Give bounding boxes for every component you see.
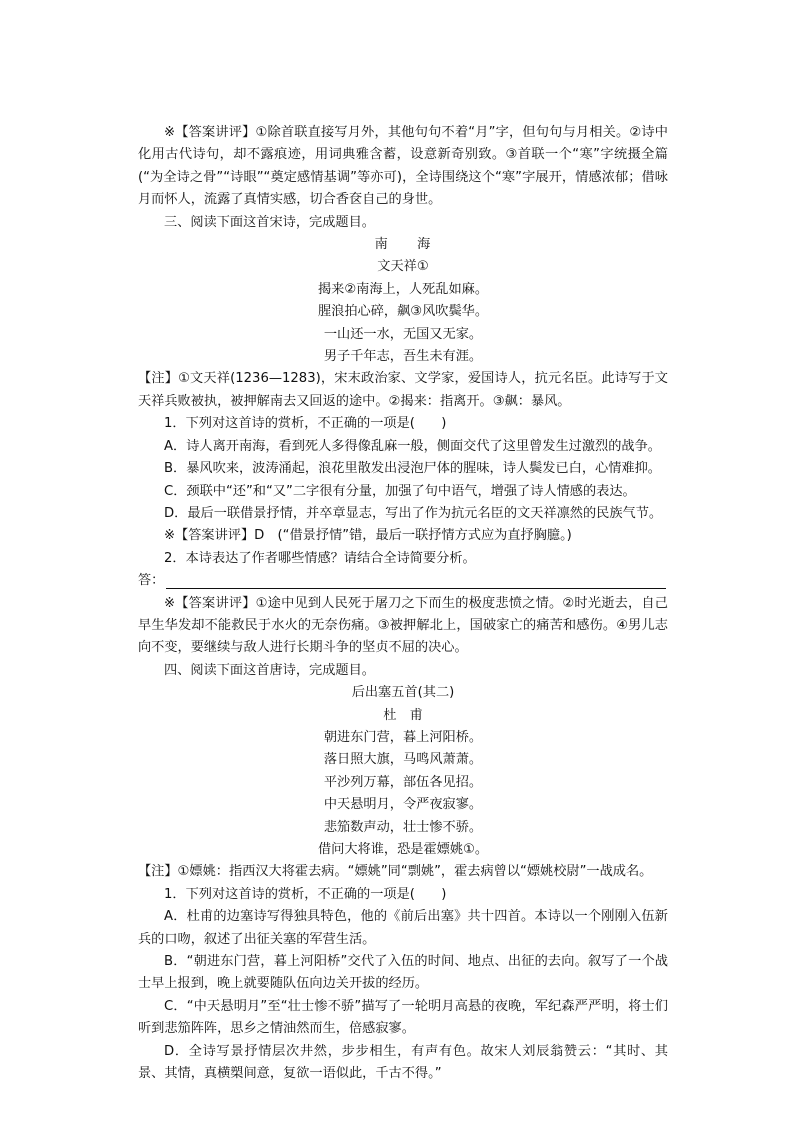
poem-note: 【注】①文天祥(1236—1283)，宋末政治家、文学家，爱国诗人，抗元名臣。此诗写于文天祥兵败被执，被押解南去又回返的途中。②揭来：指离开。③飙：暴风。 (138, 371, 668, 409)
poem-title-houchusai: 后出塞五首(其二) (351, 685, 455, 701)
answer-rule (166, 574, 666, 589)
poem-line: 朝进东门营，暮上河阳桥。 (323, 729, 483, 745)
prev-answer: ※【答案讲评】①除首联直接写月外，其他句句不着“月”字，但句句与月相关。②诗中化用古代诗句，却不露痕迹，用词典雅含蓄，设意新奇别致。③首联一个“寒”字统摄全篇(“为全诗之骨”“诗眼”“奠定感情基调”等亦可)，全诗围绕这个“寒”字展开，情感浓郁；借咏月而怀人，流露了真情实感，切合香奁自己的身世。 (138, 125, 668, 208)
option-c: C．“中天悬明月”至“壮士惨不骄”描写了一轮明月高悬的夜晚，军纪森严严明，将士们听到悲笳阵阵，思乡之情油然而生，倍感寂寥。 (138, 998, 668, 1037)
option-d: D．全诗写景抒情层次井然，步步相生，有声有色。故宋人刘辰翁赞云：“其时、其景、其情，真横槊间意，复欲一语似此，千古不得。” (138, 1043, 668, 1082)
option-a: A．杜甫的边塞诗写得独具特色，他的《前后出塞》共十四首。本诗以一个刚刚入伍新兵的口吻，叙述了出征关塞的军营生活。 (138, 909, 668, 947)
poem-line: 腥浪拍心碎，飙③风吹鬓华。 (317, 304, 489, 320)
question-1-answer: ※【答案讲评】D (“借景抒情”错，最后一联抒情方式应为直抒胸臆。) (164, 528, 572, 544)
poem-author-wen: 文天祥① (377, 259, 429, 275)
document-content (138, 122, 668, 1085)
question-1: 1．下列对这首诗的赏析，不正确的一项是( ) (164, 416, 447, 432)
answer-line[interactable] (138, 570, 668, 592)
option-b: B．暴风吹来，波涛涌起，浪花里散发出浸泡尸体的腥味，诗人鬓发已白，心情难抑。 (164, 461, 661, 477)
option-c: C．颈联中“还”和“又”二字很有分量，加强了句中语气，增强了诗人情感的表达。 (164, 483, 636, 499)
answer-label: 答： (138, 573, 165, 589)
poem-line: 平沙列万幕，部伍各见招。 (323, 774, 483, 790)
section-4-heading: 四、阅读下面这首唐诗，完成题目。 (164, 662, 375, 678)
option-a: A．诗人离开南海，看到死人多得像乱麻一般，侧面交代了这里曾发生过激烈的战争。 (164, 438, 661, 454)
poem-line: 男子千年志，吾生未有涯。 (323, 349, 483, 365)
poem-line: 悲笳数声动，壮士惨不骄。 (323, 819, 483, 835)
question-1: 1．下列对这首诗的赏析，不正确的一项是( ) (164, 886, 447, 902)
poem-line: 落日照大旗，马鸣风萧萧。 (323, 752, 483, 768)
section-3-heading: 三、阅读下面这首宋诗，完成题目。 (164, 214, 375, 230)
question-2-answer: ※【答案讲评】①途中见到人民死于屠刀之下而生的极度悲愤之情。②时光逝去，自己早生华发却不能救民于水火的无奈伤痛。③被押解北上，国破家亡的痛苦和感伤。④男儿志向不变，要继续与敌人进行长期斗争的坚贞不屈的决心。 (138, 595, 668, 656)
poem-note: 【注】①嫖姚：指西汉大将霍去病。“嫖姚”同“剽姚”，霍去病曾以“嫖姚校尉”一战成名。 (138, 864, 653, 880)
poem-line: 借问大将谁，恐是霍嫖姚①。 (317, 842, 489, 857)
poem-line: 一山还一水，无国又无家。 (323, 326, 483, 342)
option-b: B．“朝进东门营，暮上河阳桥”交代了入伍的时间、地点、出征的去向。叙写了一个战士早上报到，晚上就要随队伍向边关开拔的经历。 (138, 954, 668, 992)
poem-line: 中天悬明月，令严夜寂寥。 (323, 797, 483, 813)
poem-line: 揭来②南海上，人死乱如麻。 (317, 281, 489, 297)
option-d: D．最后一联借景抒情，并卒章显志，写出了作为抗元名臣的文天祥凛然的民族气节。 (164, 505, 663, 521)
poem-title-nanhai: 南 海 (374, 237, 432, 253)
poem-author-du: 杜 甫 (383, 707, 423, 723)
question-2: 2．本诗表达了作者哪些情感？请结合全诗简要分析。 (164, 550, 476, 566)
